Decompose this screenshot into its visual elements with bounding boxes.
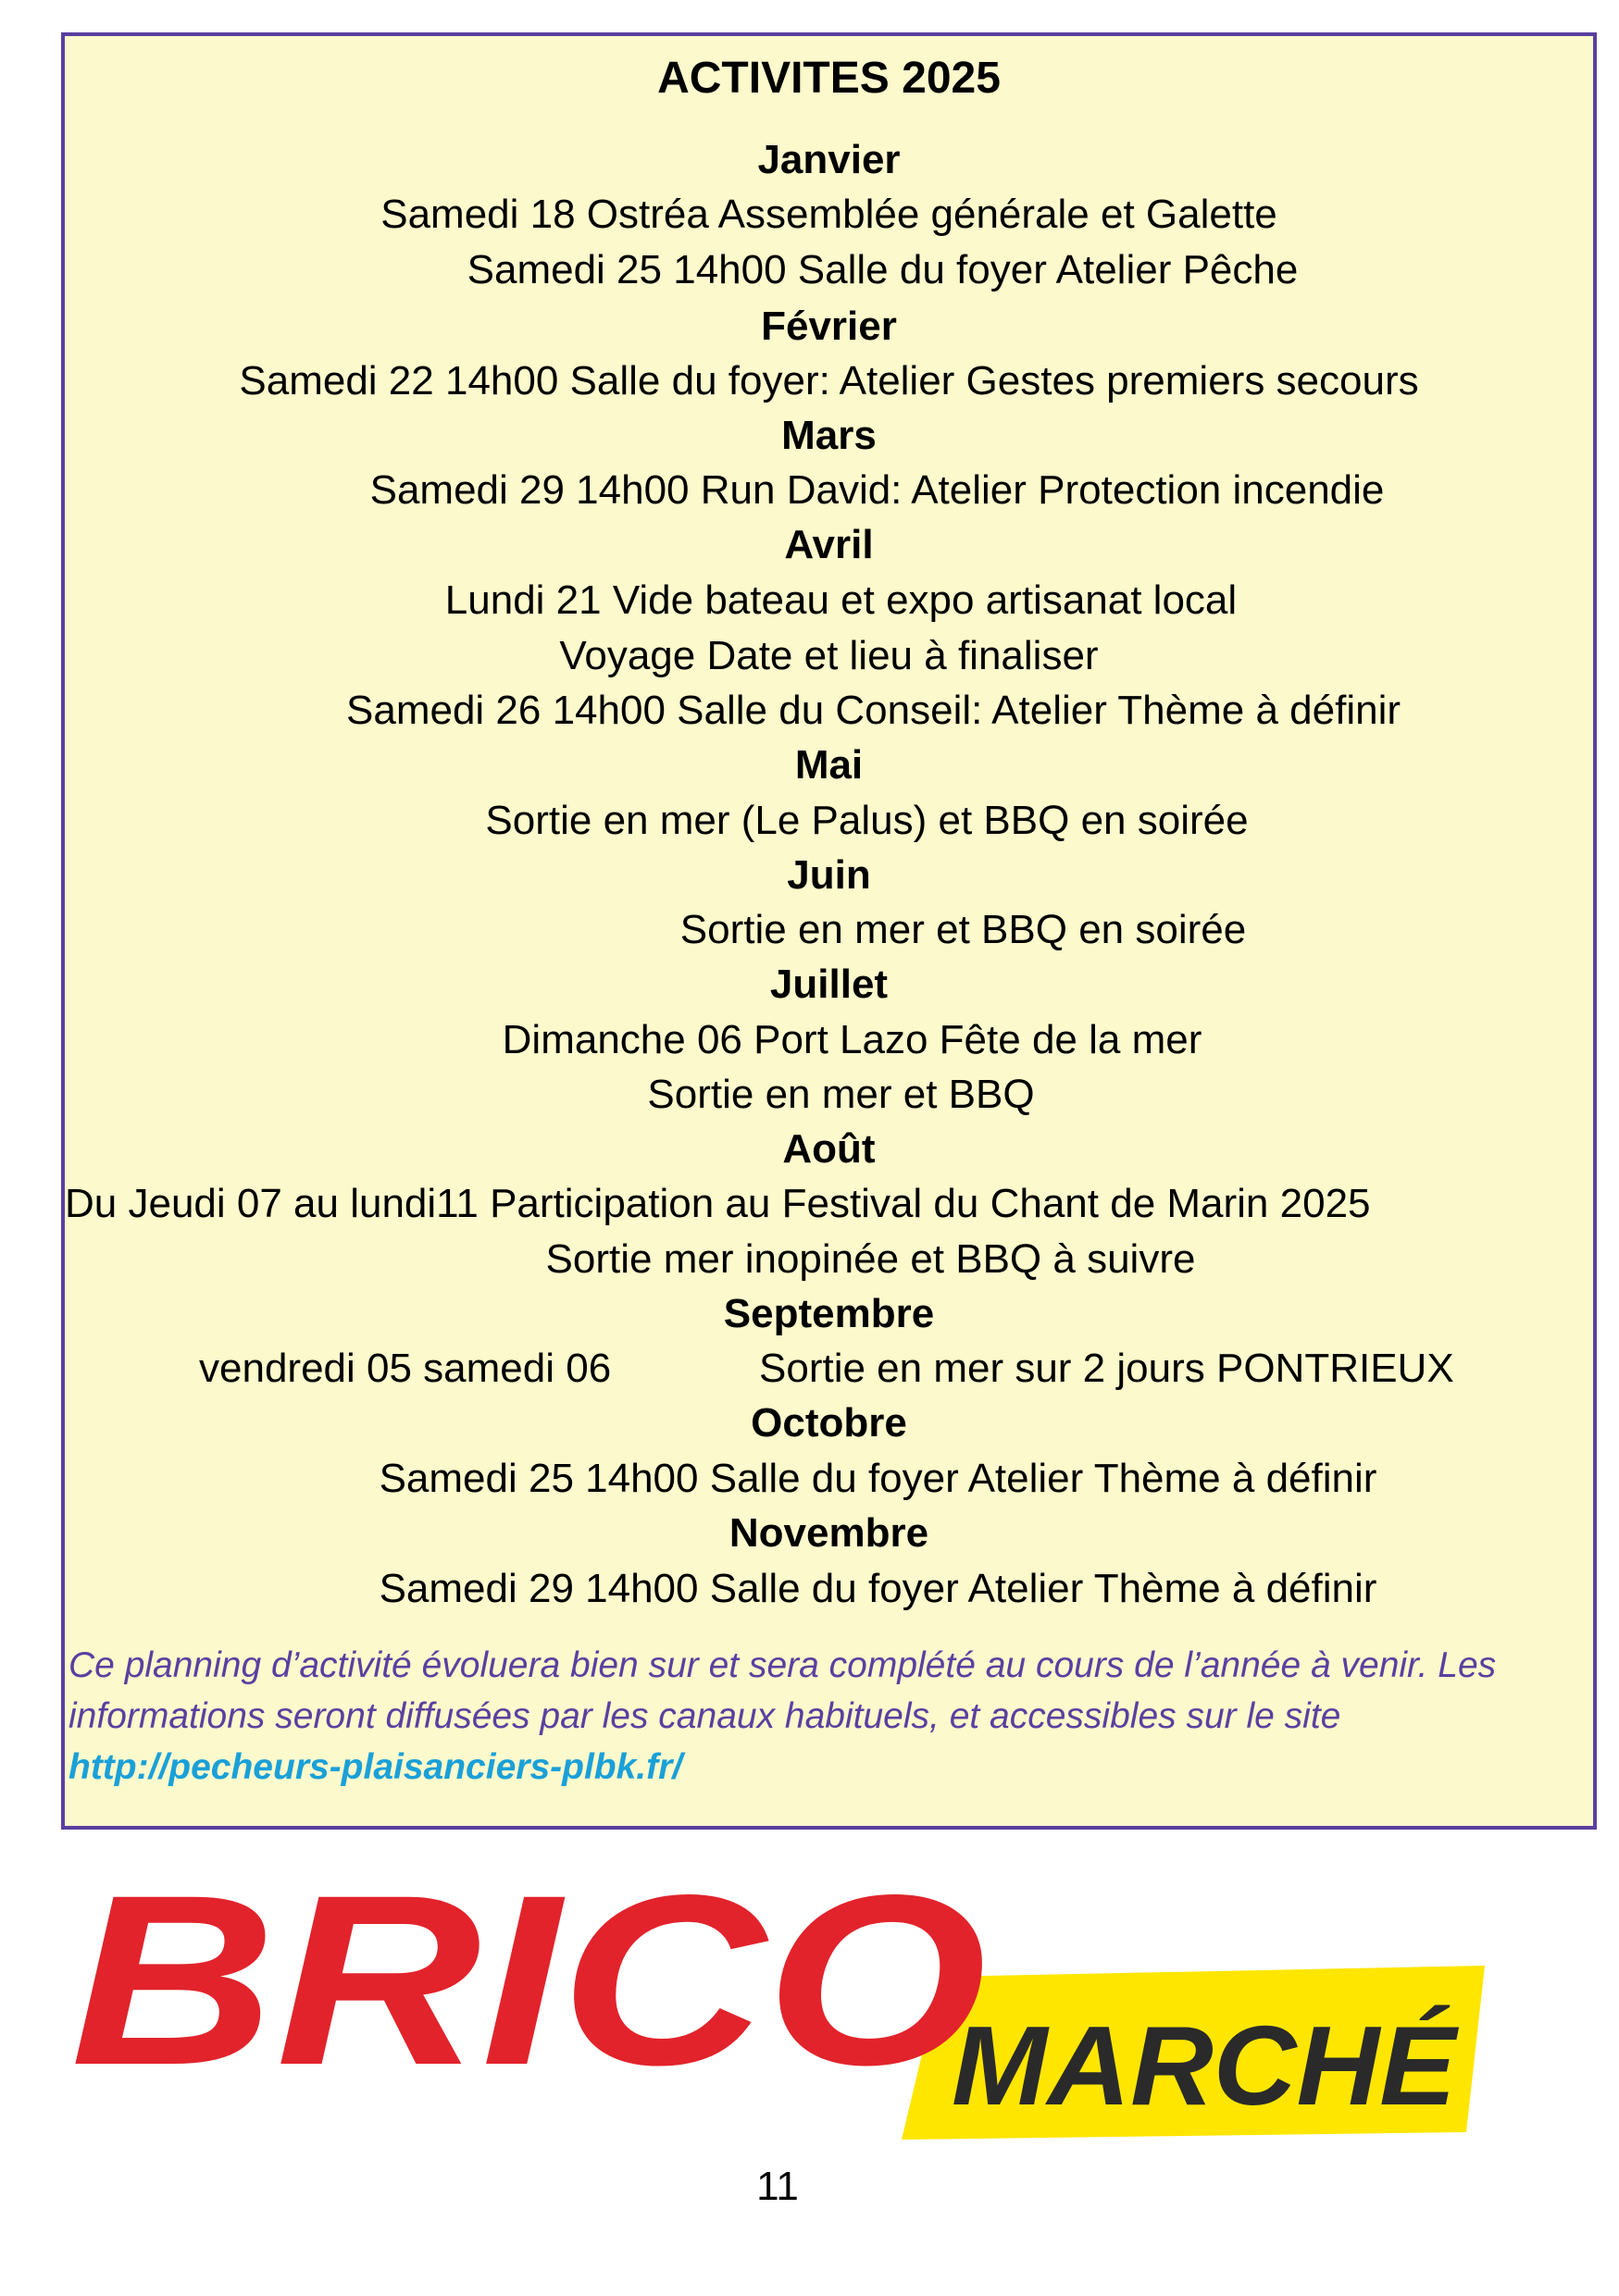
event-line: Sortie mer inopinée et BBQ à suivre (545, 1236, 1196, 1282)
month-heading-septembre: Septembre (723, 1291, 935, 1336)
month-heading-aout: Août (782, 1126, 876, 1172)
event-line: Samedi 25 14h00 Salle du foyer Atelier Pêche (467, 247, 1299, 292)
event-text: Sortie en mer sur 2 jours PONTRIEUX (759, 1346, 1454, 1391)
event-line: Samedi 22 14h00 Salle du foyer: Atelier Gestes premiers secours (239, 358, 1419, 403)
event-line: Sortie en mer et BBQ (647, 1072, 1035, 1117)
month-heading-mai: Mai (794, 742, 864, 788)
event-line: Sortie en mer et BBQ en soirée (679, 907, 1247, 952)
activities-box (61, 32, 1597, 1830)
event-line: Samedi 26 14h00 Salle du Conseil: Atelier Thème à définir (346, 688, 1401, 733)
event-line: Voyage Date et lieu à finaliser (559, 633, 1099, 678)
event-line: Samedi 29 14h00 Salle du foyer Atelier Thème à définir (379, 1566, 1377, 1611)
month-heading-janvier: Janvier (757, 137, 901, 182)
logo-word-marche: MARCHÉ (952, 2003, 1460, 2128)
month-heading-fevrier: Février (761, 304, 897, 349)
event-line: Samedi 18 Ostréa Assemblée générale et Galette (380, 192, 1277, 237)
page-number: 11 (756, 2164, 799, 2209)
event-line: Samedi 25 14h00 Salle du foyer Atelier Thème à définir (379, 1456, 1377, 1501)
note-text: Ce planning d’activité évoluera bien sur et sera complété au cours de l’année à venir. Les informations seront diffusées par les canaux habituels, et accessibles sur le site (68, 1645, 1497, 1736)
month-heading-mars: Mars (781, 413, 877, 458)
event-date: vendredi 05 samedi 06 (199, 1346, 612, 1391)
event-line: Lundi 21 Vide bateau et expo artisanat local (444, 577, 1238, 623)
page-title: ACTIVITES 2025 (657, 54, 1001, 103)
month-heading-novembre: Novembre (729, 1510, 929, 1556)
logo-word-brico: BRICO (70, 1862, 987, 2116)
month-heading-avril: Avril (784, 522, 874, 567)
event-line: Du Jeudi 07 au lundi11 Participation au Festival du Chant de Marin 2025 (65, 1181, 1371, 1226)
event-line: Sortie en mer (Le Palus) et BBQ en soirée (485, 798, 1249, 843)
event-line: Dimanche 06 Port Lazo Fête de la mer (502, 1017, 1202, 1062)
month-heading-juillet: Juillet (769, 962, 889, 1007)
bricomarche-logo (63, 1862, 1498, 2140)
month-heading-juin: Juin (787, 852, 871, 898)
website-link[interactable]: http://pecheurs-plaisanciers-plbk.fr/ (68, 1747, 683, 1787)
event-line: Samedi 29 14h00 Run David: Atelier Protection incendie (369, 467, 1385, 513)
planning-note (68, 1640, 1559, 1793)
month-heading-octobre: Octobre (751, 1400, 907, 1446)
